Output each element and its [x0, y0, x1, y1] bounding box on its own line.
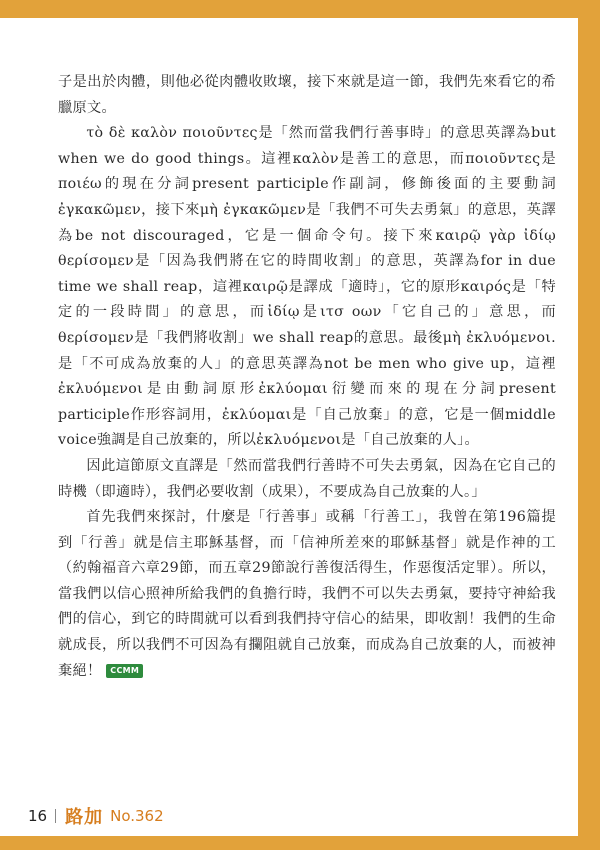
- magazine-logo: 路加: [65, 807, 104, 828]
- paragraph-1: 子是出於肉體，則他必從肉體收敗壞，接下來就是這一節，我們先來看它的希臘原文。: [58, 74, 556, 116]
- paragraph-4: [58, 505, 556, 684]
- article-body: [58, 70, 556, 684]
- bottom-frame: [0, 836, 600, 850]
- paragraph-4-text: 首先我們來探討，什麼是「行善事」或稱「行善工」，我曾在第196篇提到「行善」就是信主耶穌基督，而「信神所差來的耶穌基督」就是作神的工（約翰福音六章29節，而五章29節說行善復活得生，作惡復活定罪）。所以，當我們以信心照神所給我們的負擔行時，我們不可以失去勇氣，要持守神給我們的信心，到它的時間就可以看到我們持守信心的結果，即收割！我們的生命就成長，所以我們不可因為有攔阻就自己放棄，而成為自己放棄的人，而被神棄絕！: [58, 509, 556, 679]
- page-footer: [28, 806, 164, 826]
- issue-number: No.362: [110, 807, 164, 825]
- paragraph-3: 因此這節原文直譯是「然而當我們行善時不可失去勇氣，因為在它自己的時機（即適時），我們必要收割（成果），不要成為自己放棄的人。」: [58, 457, 556, 500]
- paragraph-2: τὸ δὲ καλὸν ποιοῦντες是「然而當我們行善事時」的意思英譯為but when we do good things。這裡καλὸν是善工的意思，而ποιοῦντες是ποιέω的現在分詞present participle作副詞，修飾後面的主要動詞ἐγκακῶμεν，接下來μὴ ἐγκακῶμεν是「我們不可失去勇氣」的意思，英譯為be not discouraged，它是一個命令句。接下來καιρῷ γὰρ ἰδίῳ θερίσομεν是「因為我們將在它的時間收割」的意思，英譯為for in due time we shall reap，這裡καιρῷ是譯成「適時」，它的原形καιρός是「特定的一段時間」的意思，而ἰδίῳ是ιτσ οων「它自己的」意思，而θερίσομεν是「我們將收割」we shall reap的意思。最後μὴ ἐκλυόμενοι.是「不可成為放棄的人」的意思英譯為not be men who give up，這裡ἐκλυόμενοι是由動詞原形ἐκλύομαι衍變而來的現在分詞present participle作形容詞用，ἐκλύομαι是「自己放棄」的意，它是一個middle voice強調是自己放棄的，所以ἐκλυόμενοι是「自己放棄的人」。: [58, 125, 556, 449]
- top-frame: [0, 0, 600, 18]
- ccmm-badge: CCMM: [106, 664, 143, 678]
- right-frame: [578, 0, 600, 850]
- page-number: 16: [28, 807, 48, 825]
- footer-divider: [55, 809, 56, 823]
